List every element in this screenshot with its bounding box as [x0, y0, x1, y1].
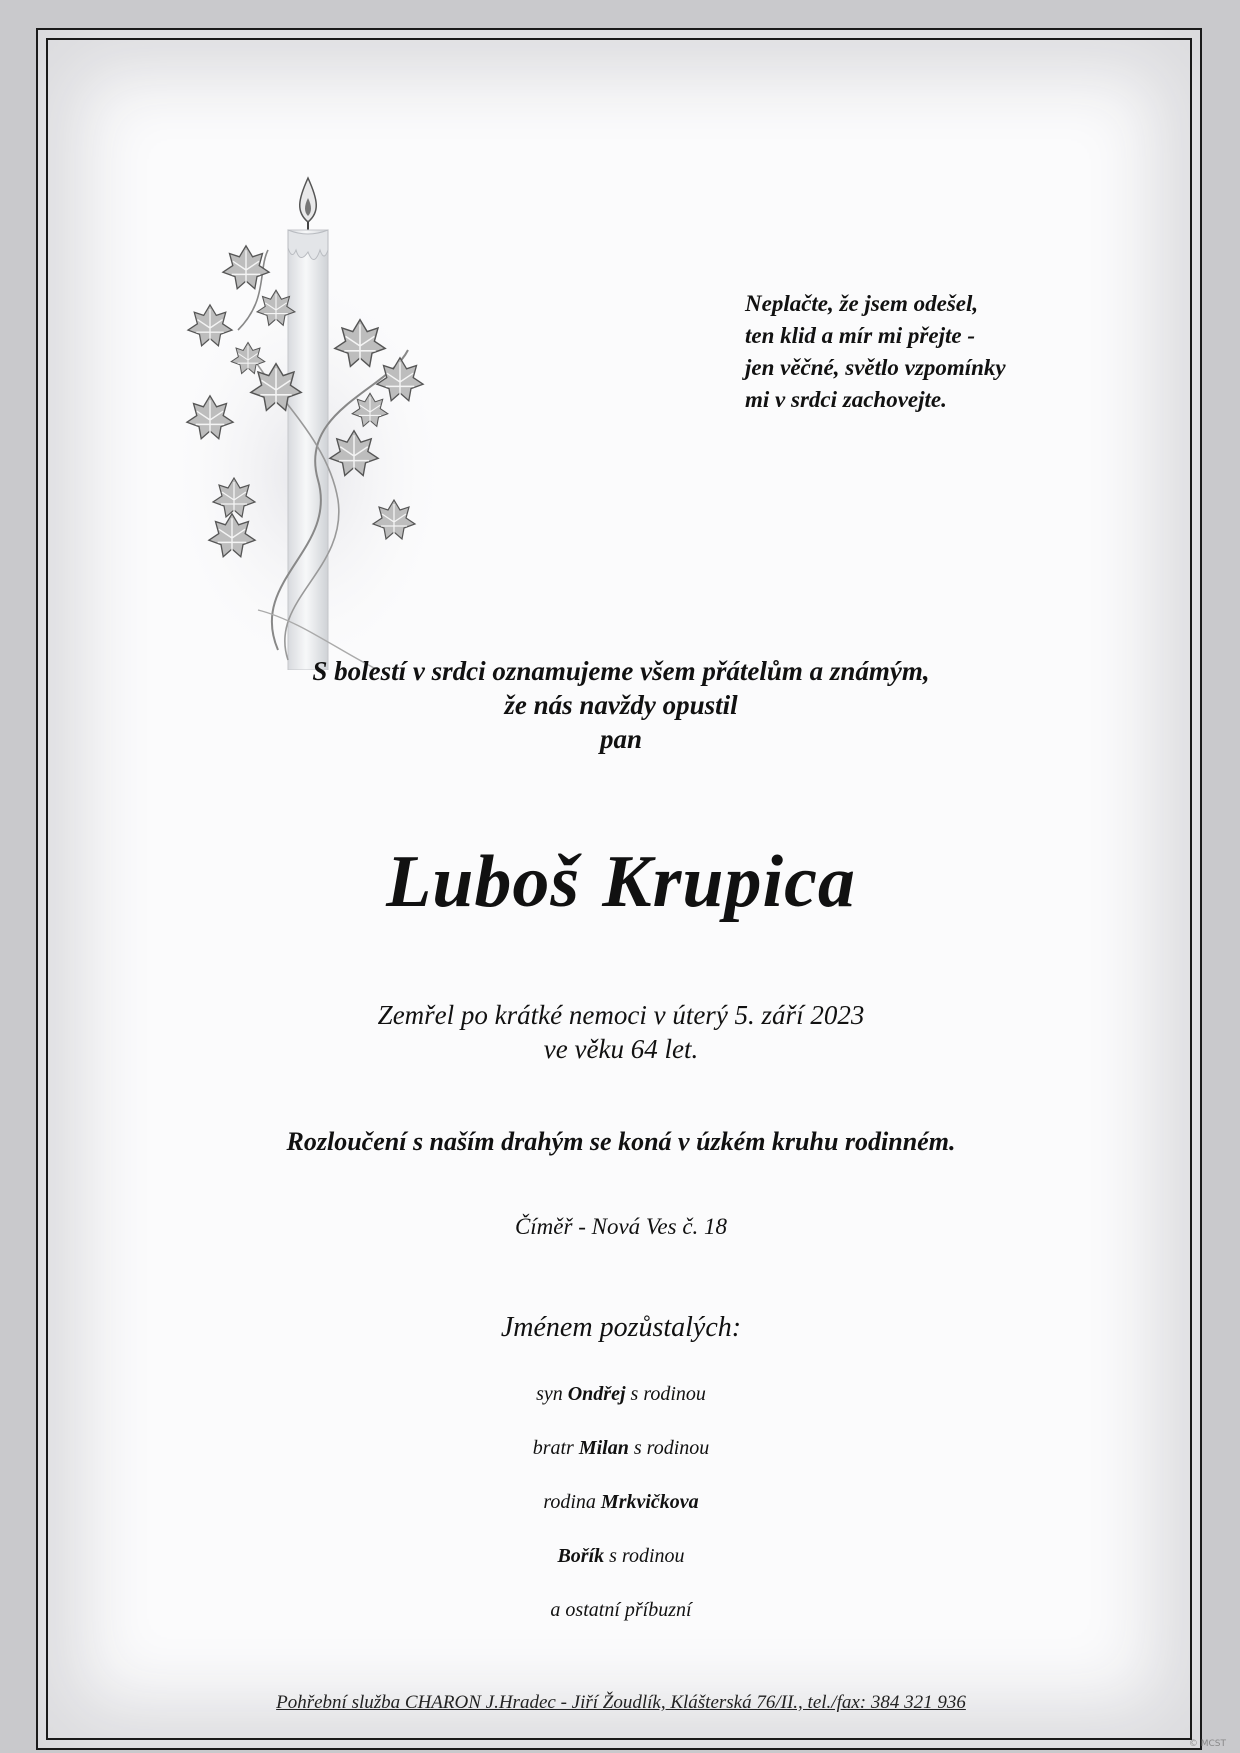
candle-with-ivy-icon [148, 150, 468, 670]
announcement [38, 654, 1204, 756]
farewell-notice: Rozloučení s naším drahým se koná v úzkém kruhu rodinném. [286, 1127, 956, 1156]
list-item: a ostatní příbuzní [550, 1599, 692, 1621]
deceased-first-name: Luboš [386, 841, 581, 923]
death-info [38, 998, 1204, 1066]
list-item: syn Ondřej s rodinou [536, 1383, 706, 1405]
watermark: © MCST [1188, 1739, 1226, 1749]
announcement-line: že nás navždy opustil [504, 690, 738, 720]
list-item: Bořík s rodinou [557, 1545, 685, 1567]
deceased-last-name: Krupica [602, 841, 856, 923]
survivors-title: Jménem pozůstalých: [500, 1312, 742, 1343]
funeral-service-footer: Pohřební služba CHARON J.Hradec - Jiří Žoudlík, Klášterská 76/II., tel./fax: 384 321 936 [276, 1692, 966, 1713]
poem-line: Neplačte, že jsem odešel, [745, 291, 979, 316]
death-info-line: Zemřel po krátké nemoci v úterý 5. září 2023 [377, 1000, 865, 1030]
deceased-name [38, 840, 1204, 925]
announcement-line: pan [599, 724, 643, 754]
obituary-sheet [36, 28, 1202, 1750]
list-item: bratr Milan s rodinou [532, 1437, 710, 1459]
poem-line: ten klid a mír mi přejte - [745, 323, 975, 348]
announcement-line: S bolestí v srdci oznamujeme všem přátelům a známým, [312, 656, 930, 686]
death-info-line: ve věku 64 let. [543, 1034, 699, 1064]
mourners-list [38, 1380, 1204, 1650]
list-item: rodina Mrkvičkova [543, 1491, 699, 1513]
memorial-poem [745, 288, 1085, 416]
address: Číměř - Nová Ves č. 18 [514, 1214, 728, 1239]
poem-line: mi v srdci zachovejte. [745, 387, 947, 412]
poem-line: jen věčné, světlo vzpomínky [745, 355, 1006, 380]
